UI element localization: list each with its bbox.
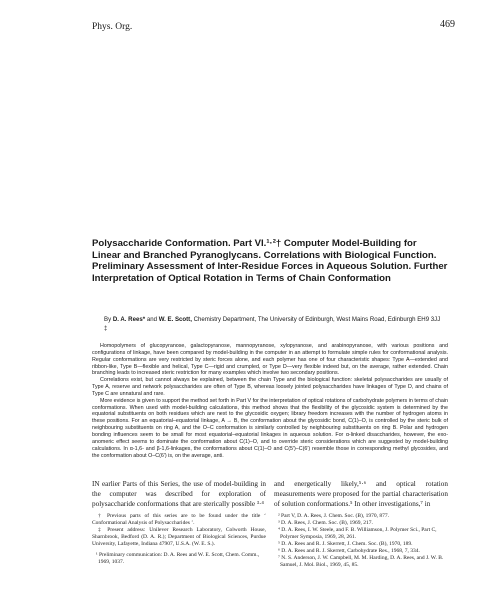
author-rees: D. A. Rees*	[112, 316, 146, 323]
footnote-previous-parts: † Previous parts of this series are to be found under the title ‘ Conformational Analysis of Polysaccharides ’.	[92, 513, 266, 527]
footnote-present-address: ‡ Present address: Unilever Research Laboratory, Colworth House, Sharnbrook, Bedford (D. A. R.); Department of Biological Sciences, Purdue University, Lafayette, Indiana 47907, U.S.A. (W. E. S.).	[92, 527, 266, 547]
by-label: By	[104, 316, 112, 323]
reference-3: ³ D. A. Rees, J. Chem. Soc. (B), 1969, 217.	[278, 520, 373, 527]
page-number: 469	[440, 19, 455, 30]
body-text-right: and energetically likely,⁵·⁶ and optical rotation measurements were proposed for the partial characterisation of solution conformations.⁵ In other investigations,⁷ in	[274, 480, 448, 509]
abstract-paragraph-2: Correlations exist, but cannot always be explained, between the chain Type and the biological function: skeletal polysaccharides are usually of Type A, reserve and network polysaccharides are often of Type B, whereas loosely jointed polysaccharides have linkages of Type D, and chains of Type C are unnatural and rare.	[92, 377, 448, 397]
reference-7: ⁷ N. S. Anderson, J. W. Campbell, M. M. Harding, D. A. Rees, and J. W. B. Samuel, J. Mol. Biol., 1969, 45, 85.	[278, 554, 444, 568]
reference-2: ² Part V, D. A. Rees, J. Chem. Soc. (B), 1970, 877.	[278, 513, 389, 520]
abstract-paragraph-1: Homopolymers of glucopyranose, galactopyranose, mannopyranose, xylopyranose, and arabinopyranose, with various positions and configurations of linkage, have been compared by model-building in the computer in an attempt to formulate simple rules for conformational analysis. Regular conformations are very restricted by steric forces alone, and each polymer has one of four characteristic shapes: Type A—extended and ribbon-like, Type B—flexible and helical, Type C—rigid and crumpled, or Type D—very flexible indeed but, on the average, rather extended. Chain branching leads to increased steric restriction for many examples which involve two secondary positions.	[92, 343, 448, 377]
article-title: Polysaccharide Conformation. Part VI.¹·²† Computer Model-Building for Linear and Branched Pyranoglycans. Correlations with Biological Function. Preliminary Assessment of Inter-Residue Forces in Aqueous Solution. Further Interpretation of Optical Rotation in Terms of Chain Conformation	[92, 238, 448, 285]
reference-5: ⁵ D. A. Rees and R. J. Skerrett, J. Chem. Soc. (B), 1970, 189.	[278, 540, 413, 547]
left-column	[92, 479, 266, 566]
abstract	[92, 343, 448, 459]
references-left	[92, 552, 266, 566]
reference-6: ⁶ D. A. Rees and R. J. Skerrett, Carbohydrate Res., 1968, 7, 334.	[278, 547, 420, 554]
abstract-paragraph-3: More evidence is given to support the method set forth in Part V for the interpretation of optical rotations of carbohydrate polymers in terms of chain conformations. When used with model-building calculations, this method shows that the flexibility of the glycosidic system is determined by the equatorial substituents on both residues which are next to the glycosidic oxygen; library freedom increases with the number of hydrogen atoms in these positions. For an equatorial–equatorial linkage, A → B, the conformation about the glycosidic bond, C(1)–O, is controlled by the steric bulk of neighbouring substituents on ring A, and the O–C conformation is similarly controlled by neighbouring substituents on ring B. Polar and hydrogen bonding influences seem to be small for most equatorial–equatorial linkages in aqueous solution. For α-linked disaccharides, however, the exo-anomeric effect seems to dominate the conformation about C(1)–O, and to override steric considerations which are suggested by model-building calculations. In α-1,6- and β-1,6-linkages, the conformations about C(1)–O and C(5′)–C(6′) resemble those in corresponding methyl glycosides, and the conformation about O–C(6′) is, on the average, anti.	[92, 397, 448, 459]
journal-header: Phys. Org.	[92, 22, 133, 32]
author-line	[104, 316, 444, 333]
body-text-left: IN earlier Parts of this Series, the use of model-building in the computer was described for exploration of polysaccharide conformations that are sterically possible ³·⁴	[92, 480, 266, 509]
footnotes	[92, 513, 266, 548]
and-label: and	[146, 316, 157, 323]
reference-1: ¹ Preliminary communication: D. A. Rees and W. E. Scott, Chem. Comm., 1969, 1037.	[96, 551, 260, 565]
references-right	[274, 513, 448, 568]
affiliation: Chemistry Department, The University of Edinburgh, West Mains Road, Edinburgh EH9 3JJ ‡	[104, 316, 441, 332]
author-scott: W. E. Scott,	[158, 316, 192, 323]
reference-4: ⁴ D. A. Rees, I. W. Steele, and F. B. Williamson, J. Polymer Sci., Part C, Polymer Symposia, 1969, 28, 261.	[278, 527, 437, 540]
right-column	[274, 479, 448, 569]
